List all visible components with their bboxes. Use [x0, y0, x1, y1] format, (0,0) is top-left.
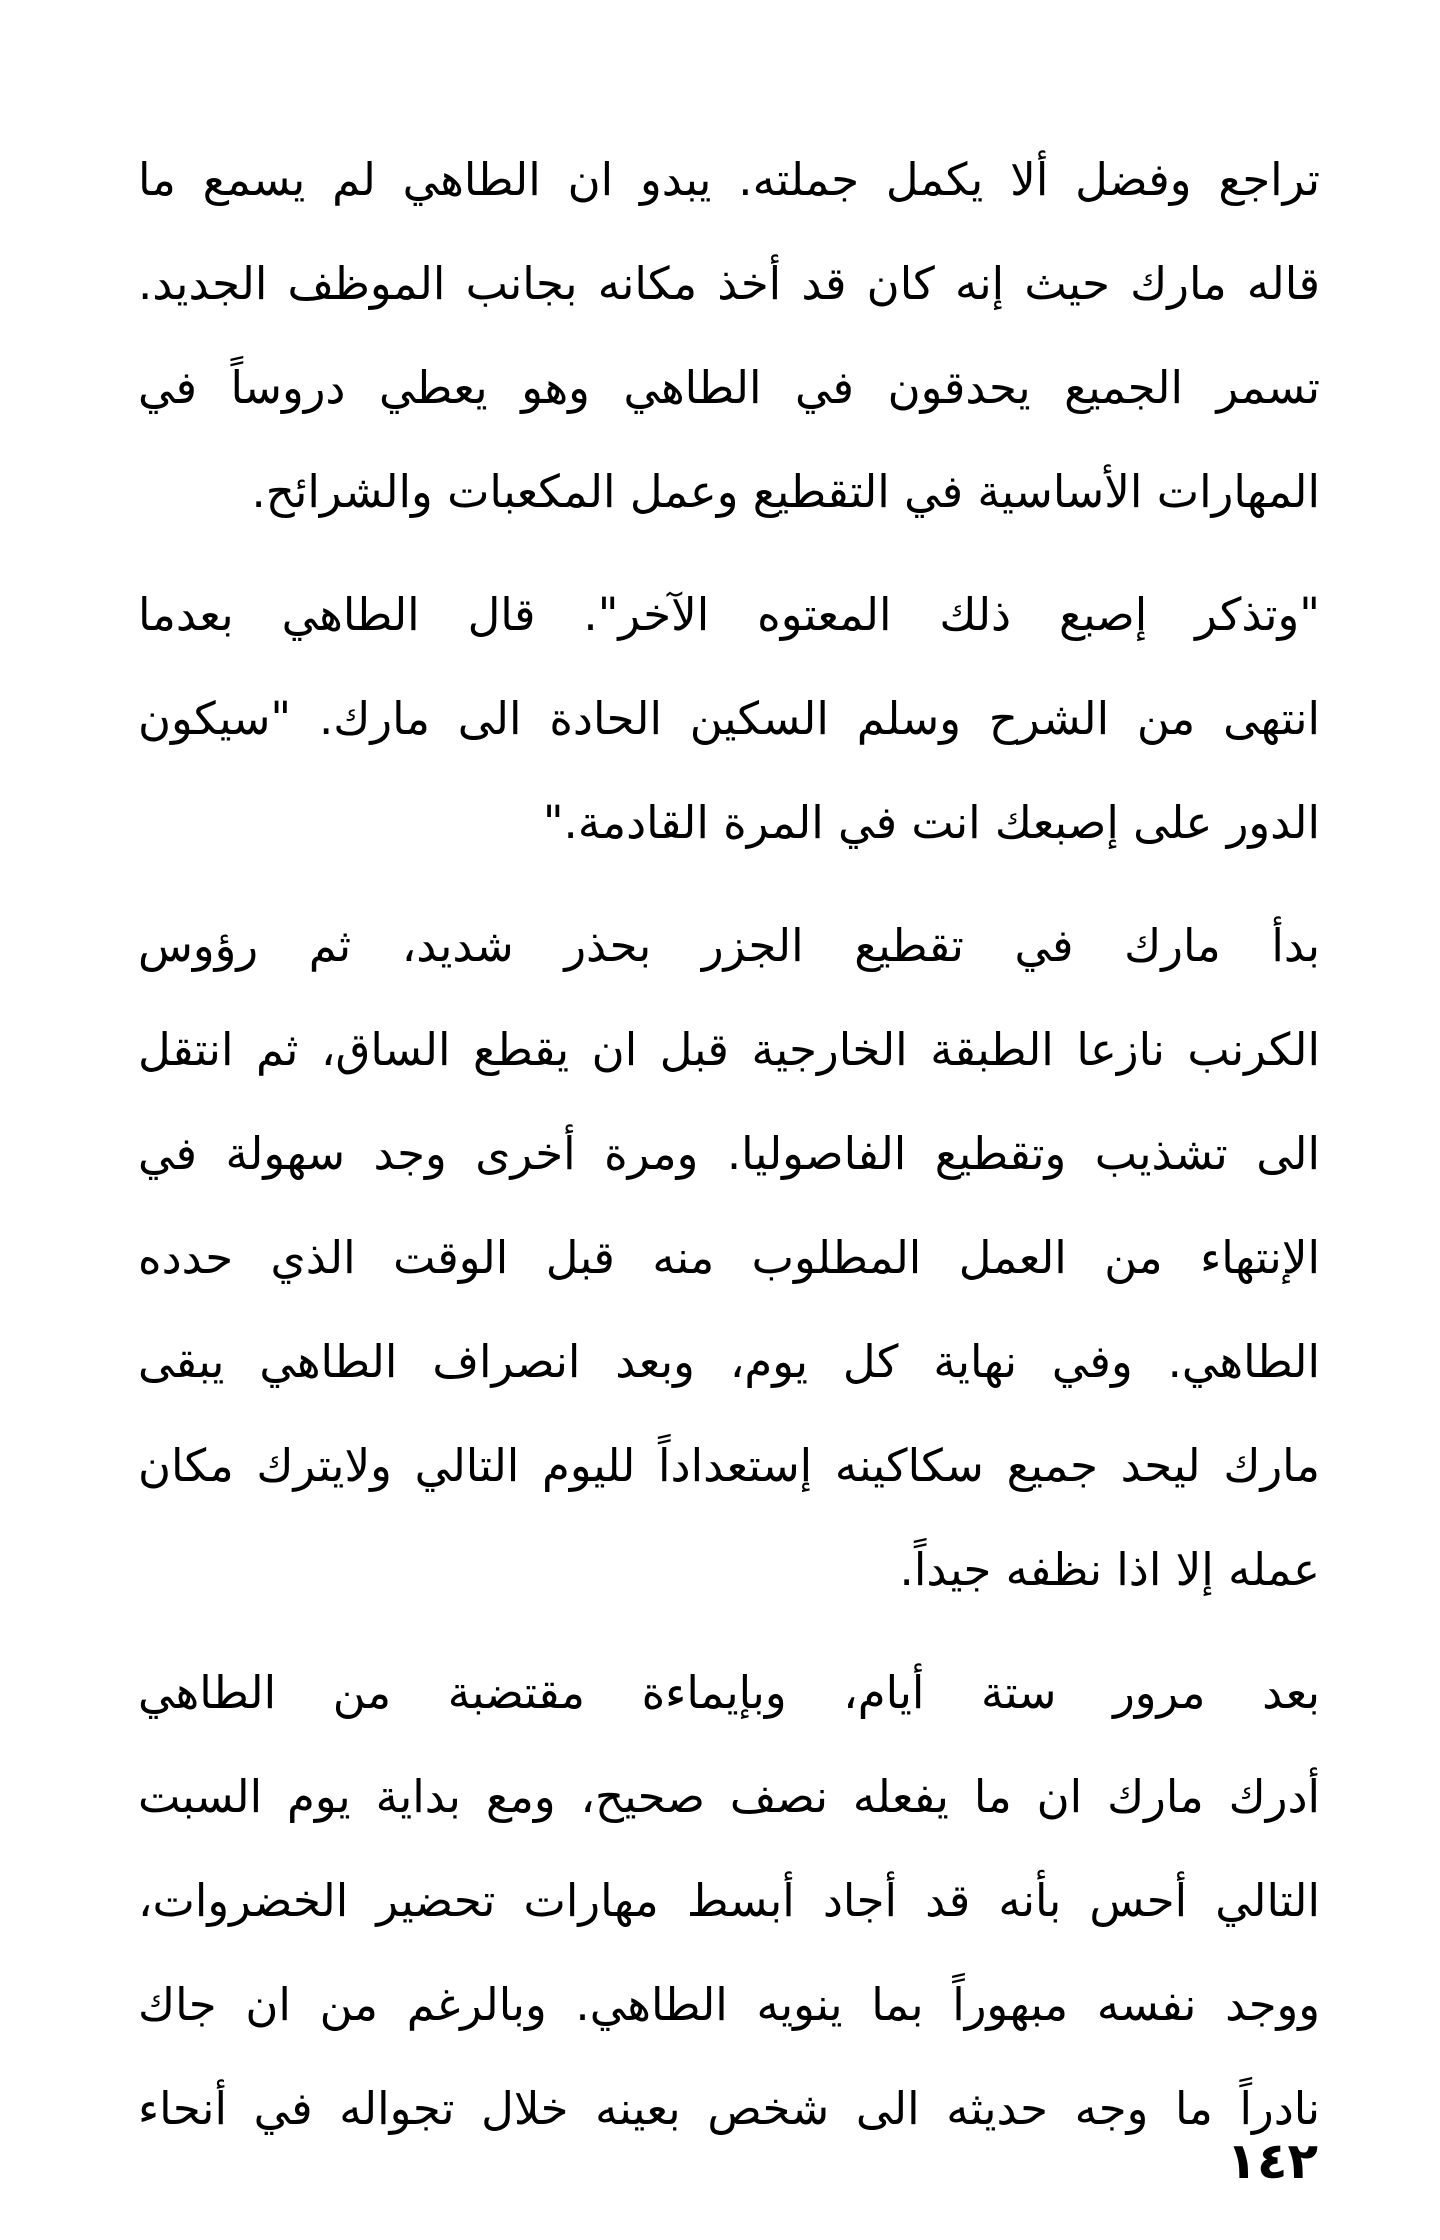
- text-line: الى تشذيب وتقطيع الفاصوليا. ومرة أخرى وجد سهولة في: [138, 1127, 1320, 1180]
- paragraph-3: [138, 894, 1320, 1622]
- text-line: الإنتهاء من العمل المطلوب منه قبل الوقت الذي حدده: [138, 1231, 1320, 1284]
- paragraph-2: [138, 563, 1320, 875]
- text-line: التالي أحس بأنه قد أجاد أبسط مهارات تحضير الخضروات،: [138, 1874, 1320, 1927]
- text-line: نادراً ما وجه حديثه الى شخص بعينه خلال تجواله في أنحاء: [138, 2082, 1320, 2135]
- text-line: "وتذكر إصبع ذلك المعتوه الآخر". قال الطاهي بعدما: [138, 588, 1320, 641]
- text-line: بعد مرور ستة أيام، وبإيماءة مقتضبة من الطاهي: [138, 1666, 1320, 1719]
- text-line: المهارات الأساسية في التقطيع وعمل المكعبات والشرائح.: [251, 465, 1320, 518]
- text-line: بدأ مارك في تقطيع الجزر بحذر شديد، ثم رؤوس: [138, 919, 1320, 972]
- text-line: عمله إلا اذا نظفه جيداً.: [899, 1543, 1320, 1596]
- paragraph-1: [138, 128, 1320, 544]
- text-line: قاله مارك حيث إنه كان قد أخذ مكانه بجانب الموظف الجديد.: [138, 257, 1320, 310]
- text-line: أدرك مارك ان ما يفعله نصف صحيح، ومع بداية يوم السبت: [138, 1770, 1320, 1823]
- page-number: ١٤٢: [1226, 2132, 1318, 2190]
- text-line: تراجع وفضل ألا يكمل جملته. يبدو ان الطاهي لم يسمع ما: [138, 153, 1320, 206]
- paragraph-4: [138, 1641, 1320, 2161]
- text-line: الدور على إصبعك انت في المرة القادمة.": [542, 796, 1320, 849]
- text-line: ووجد نفسه مبهوراً بما ينويه الطاهي. وبالرغم من ان جاك: [138, 1978, 1320, 2031]
- text-line: الكرنب نازعا الطبقة الخارجية قبل ان يقطع الساق، ثم انتقل: [138, 1023, 1320, 1076]
- body-text: [138, 128, 1320, 2180]
- text-line: انتهى من الشرح وسلم السكين الحادة الى مارك. "سيكون: [138, 692, 1320, 745]
- text-line: الطاهي. وفي نهاية كل يوم، وبعد انصراف الطاهي يبقى: [138, 1335, 1320, 1388]
- text-line: تسمر الجميع يحدقون في الطاهي وهو يعطي دروساً في: [138, 361, 1320, 414]
- text-line: مارك ليحد جميع سكاكينه إستعداداً لليوم التالي ولايترك مكان: [138, 1439, 1320, 1492]
